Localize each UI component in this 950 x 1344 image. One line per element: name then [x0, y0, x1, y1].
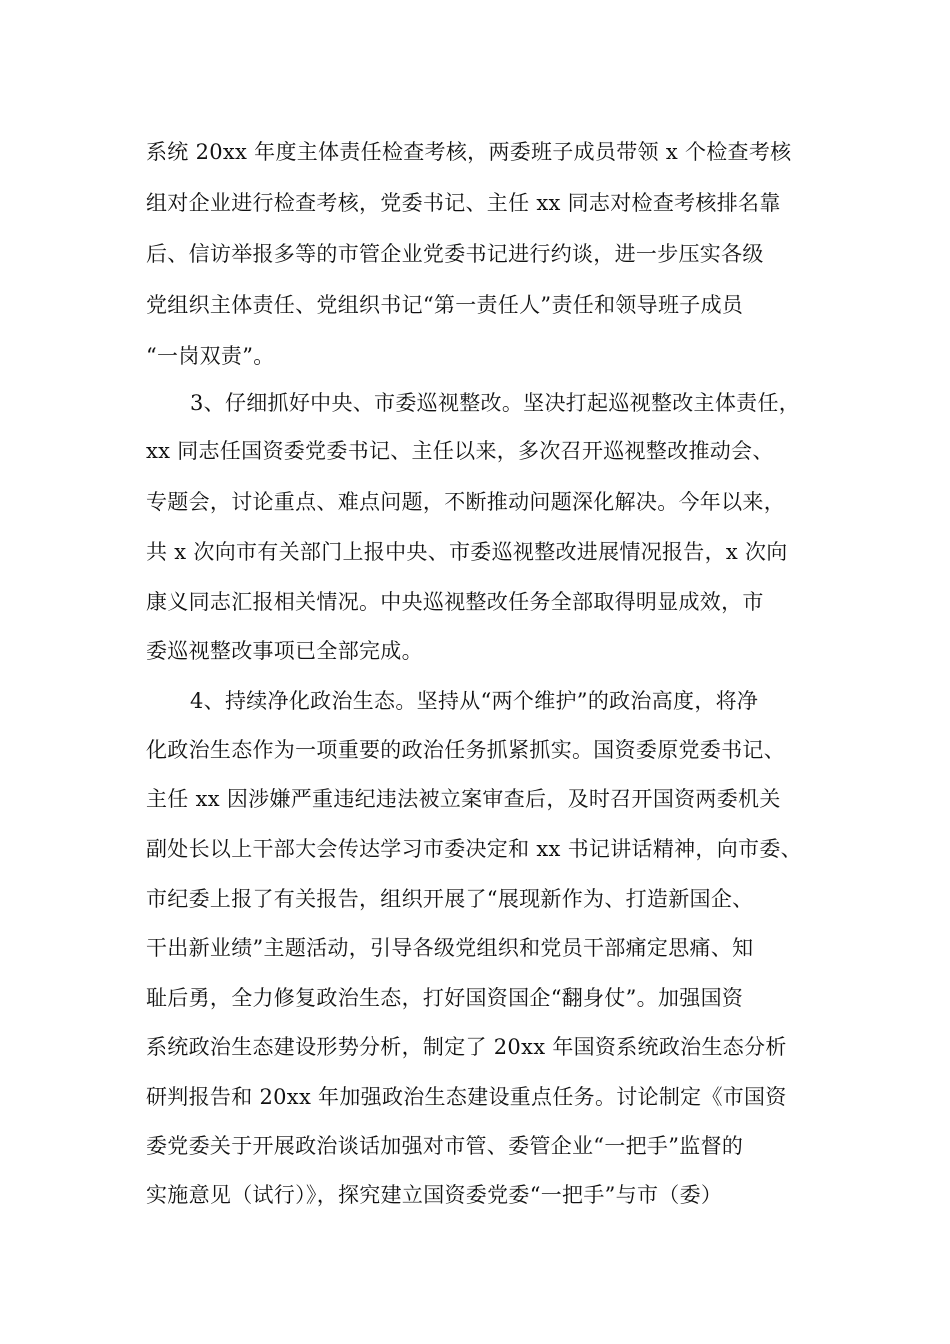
text-line: 组对企业进行检查考核，党委书记、主任 xx 同志对检查考核排名靠 [146, 191, 781, 215]
text-line: 委党委关于开展政治谈话加强对市管、委管企业“一把手”监督的 [146, 1134, 744, 1158]
text-line: 专题会，讨论重点、难点问题，不断推动问题深化解决。今年以来， [146, 490, 785, 514]
text-line: 委巡视整改事项已全部完成。 [146, 639, 423, 663]
text-line: 干出新业绩”主题活动，引导各级党组织和党员干部痛定思痛、知 [146, 936, 754, 960]
text-line: 后、信访举报多等的市管企业党委书记进行约谈，进一步压实各级 [146, 242, 764, 266]
text-line: 康义同志汇报相关情况。中央巡视整改任务全部取得明显成效，市 [146, 590, 764, 614]
text-line: 主任 xx 因涉嫌严重违纪违法被立案审查后，及时召开国资两委机关 [146, 787, 781, 811]
paragraph-4-first-line: 4、持续净化政治生态。坚持从“两个维护”的政治高度，将净 [190, 689, 759, 713]
text-line: 党组织主体责任、党组织书记“第一责任人”责任和领导班子成员 [146, 293, 744, 317]
text-line: 副处长以上干部大会传达学习市委决定和 xx 书记讲话精神，向市委、 [146, 837, 802, 861]
text-line: 实施意见（试行）》，探究建立国资委党委“一把手”与市（委） [146, 1183, 723, 1207]
text-line: 共 x 次向市有关部门上报中央、市委巡视整改进展情况报告，x 次向 [146, 540, 788, 564]
text-line: 研判报告和 20xx 年加强政治生态建设重点任务。讨论制定《市国资 [146, 1085, 787, 1109]
text-line: 系统 20xx 年度主体责任检查考核，两委班子成员带领 x 个检查考核 [146, 140, 792, 164]
text-line: xx 同志任国资委党委书记、主任以来，多次召开巡视整改推动会、 [146, 439, 774, 463]
text-line: 市纪委上报了有关报告，组织开展了“展现新作为、打造新国企、 [146, 887, 754, 911]
text-line: “一岗双责”。 [146, 344, 275, 368]
text-line: 系统政治生态建设形势分析，制定了 20xx 年国资系统政治生态分析 [146, 1035, 787, 1059]
text-line: 化政治生态作为一项重要的政治任务抓紧抓实。国资委原党委书记、 [146, 738, 785, 762]
paragraph-3-first-line: 3、仔细抓好中央、市委巡视整改。坚决打起巡视整改主体责任， [190, 391, 801, 415]
text-line: 耻后勇，全力修复政治生态，打好国资国企“翻身仗”。加强国资 [146, 986, 744, 1010]
